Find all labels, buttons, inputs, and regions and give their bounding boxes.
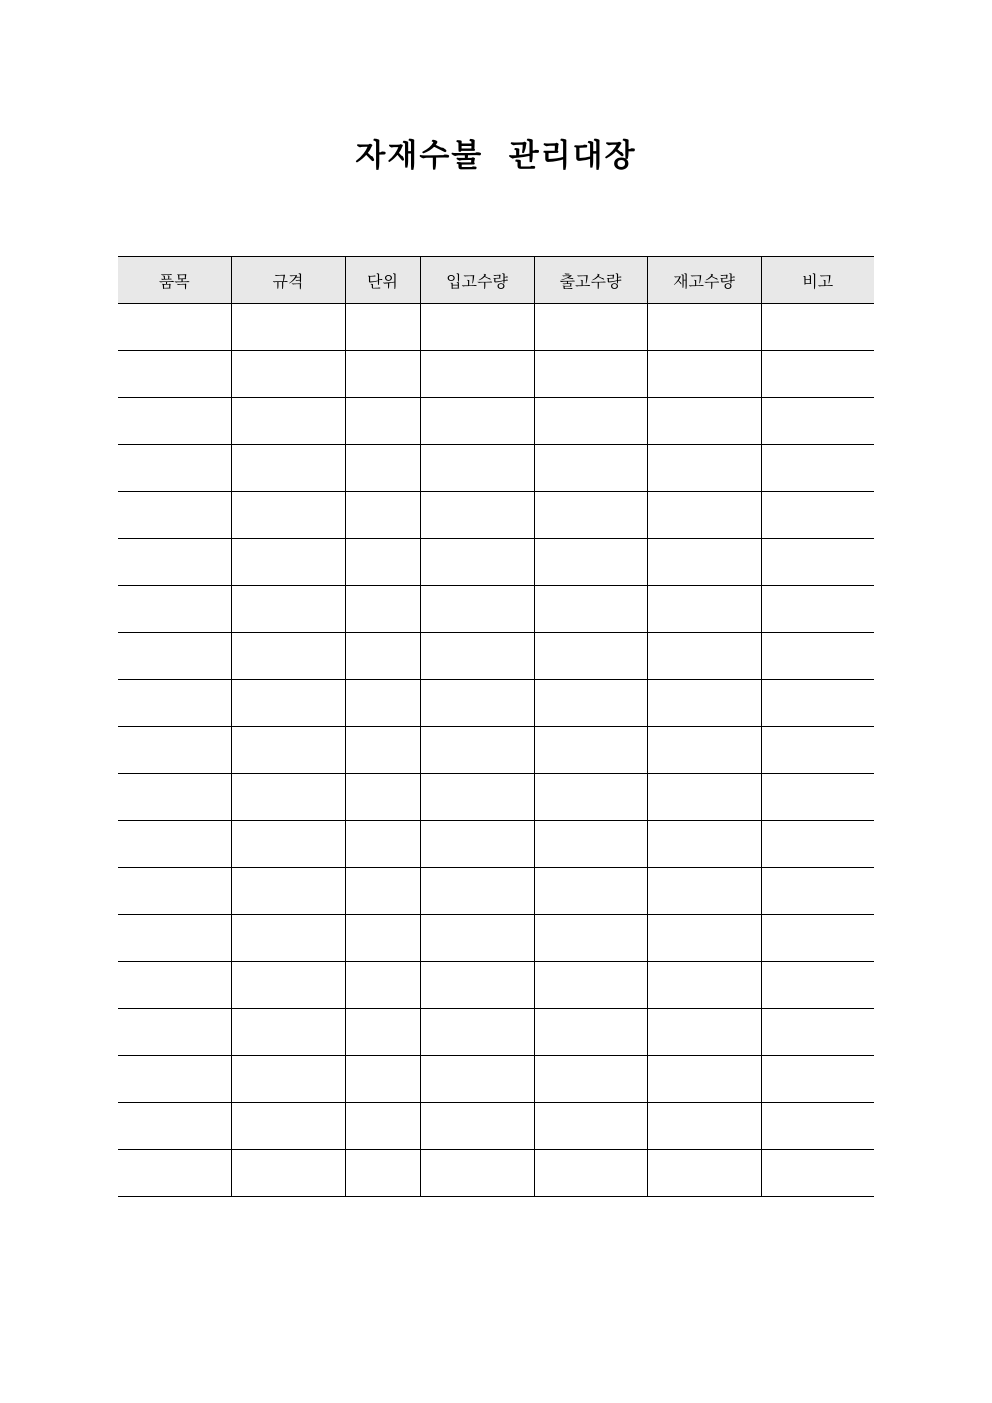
table-row bbox=[118, 398, 874, 445]
table-cell-spec[interactable] bbox=[231, 915, 345, 962]
table-cell-item[interactable] bbox=[118, 962, 231, 1009]
table-cell-item[interactable] bbox=[118, 633, 231, 680]
table-cell-issued-qty[interactable] bbox=[534, 1150, 647, 1197]
table-cell-item[interactable] bbox=[118, 1103, 231, 1150]
table-row bbox=[118, 633, 874, 680]
table-cell-issued-qty[interactable] bbox=[534, 304, 647, 351]
table-cell-item[interactable] bbox=[118, 1150, 231, 1197]
table-cell-remarks[interactable] bbox=[761, 915, 874, 962]
table-cell-unit[interactable] bbox=[345, 680, 420, 727]
table-cell-issued-qty[interactable] bbox=[534, 868, 647, 915]
table-cell-received-qty[interactable] bbox=[420, 915, 534, 962]
table-cell-unit[interactable] bbox=[345, 304, 420, 351]
table-cell-remarks[interactable] bbox=[761, 821, 874, 868]
table-row bbox=[118, 727, 874, 774]
table-cell-spec[interactable] bbox=[231, 1103, 345, 1150]
table-cell-item[interactable] bbox=[118, 304, 231, 351]
table-cell-received-qty[interactable] bbox=[420, 774, 534, 821]
table-cell-spec[interactable] bbox=[231, 680, 345, 727]
table-row bbox=[118, 539, 874, 586]
table-cell-item[interactable] bbox=[118, 774, 231, 821]
table-cell-stock-qty[interactable] bbox=[647, 492, 761, 539]
table-header-row bbox=[118, 257, 874, 304]
table-cell-stock-qty[interactable] bbox=[647, 962, 761, 1009]
table-cell-remarks[interactable] bbox=[761, 445, 874, 492]
table-cell-received-qty[interactable] bbox=[420, 492, 534, 539]
inventory-ledger-table bbox=[118, 256, 874, 1197]
table-cell-item[interactable] bbox=[118, 398, 231, 445]
table-cell-remarks[interactable] bbox=[761, 962, 874, 1009]
table-cell-stock-qty[interactable] bbox=[647, 586, 761, 633]
table-cell-received-qty[interactable] bbox=[420, 445, 534, 492]
table-cell-received-qty[interactable] bbox=[420, 680, 534, 727]
table-cell-stock-qty[interactable] bbox=[647, 868, 761, 915]
table-cell-unit[interactable] bbox=[345, 633, 420, 680]
table-cell-stock-qty[interactable] bbox=[647, 539, 761, 586]
table-cell-received-qty[interactable] bbox=[420, 304, 534, 351]
table-row bbox=[118, 774, 874, 821]
column-header-stock-qty: 재고수량 bbox=[647, 257, 761, 304]
column-header-unit: 단위 bbox=[345, 257, 420, 304]
table-cell-received-qty[interactable] bbox=[420, 351, 534, 398]
table-cell-spec[interactable] bbox=[231, 492, 345, 539]
table-cell-stock-qty[interactable] bbox=[647, 633, 761, 680]
table-cell-spec[interactable] bbox=[231, 821, 345, 868]
table-cell-spec[interactable] bbox=[231, 1056, 345, 1103]
table-cell-stock-qty[interactable] bbox=[647, 351, 761, 398]
table-cell-remarks[interactable] bbox=[761, 774, 874, 821]
table-row bbox=[118, 304, 874, 351]
table-cell-item[interactable] bbox=[118, 351, 231, 398]
table-cell-issued-qty[interactable] bbox=[534, 821, 647, 868]
table-cell-issued-qty[interactable] bbox=[534, 1103, 647, 1150]
table-cell-unit[interactable] bbox=[345, 445, 420, 492]
table-cell-item[interactable] bbox=[118, 586, 231, 633]
table-cell-received-qty[interactable] bbox=[420, 586, 534, 633]
table-cell-unit[interactable] bbox=[345, 351, 420, 398]
table-cell-remarks[interactable] bbox=[761, 304, 874, 351]
table-cell-unit[interactable] bbox=[345, 821, 420, 868]
table-cell-spec[interactable] bbox=[231, 398, 345, 445]
table-cell-issued-qty[interactable] bbox=[534, 1009, 647, 1056]
table-cell-received-qty[interactable] bbox=[420, 821, 534, 868]
table-cell-remarks[interactable] bbox=[761, 633, 874, 680]
table-cell-received-qty[interactable] bbox=[420, 398, 534, 445]
table-cell-item[interactable] bbox=[118, 1009, 231, 1056]
table-row bbox=[118, 445, 874, 492]
table-cell-spec[interactable] bbox=[231, 962, 345, 1009]
table-cell-remarks[interactable] bbox=[761, 1056, 874, 1103]
table-cell-spec[interactable] bbox=[231, 586, 345, 633]
table-cell-stock-qty[interactable] bbox=[647, 1150, 761, 1197]
table-row bbox=[118, 821, 874, 868]
table-cell-received-qty[interactable] bbox=[420, 727, 534, 774]
table-cell-stock-qty[interactable] bbox=[647, 821, 761, 868]
table-cell-unit[interactable] bbox=[345, 1009, 420, 1056]
table-cell-issued-qty[interactable] bbox=[534, 351, 647, 398]
table-row bbox=[118, 1009, 874, 1056]
table-cell-unit[interactable] bbox=[345, 868, 420, 915]
table-cell-remarks[interactable] bbox=[761, 586, 874, 633]
table-cell-stock-qty[interactable] bbox=[647, 774, 761, 821]
table-cell-stock-qty[interactable] bbox=[647, 915, 761, 962]
table-cell-unit[interactable] bbox=[345, 774, 420, 821]
table-cell-received-qty[interactable] bbox=[420, 539, 534, 586]
table-cell-spec[interactable] bbox=[231, 304, 345, 351]
table-body bbox=[118, 304, 874, 1197]
table-cell-stock-qty[interactable] bbox=[647, 727, 761, 774]
table-cell-unit[interactable] bbox=[345, 398, 420, 445]
table-cell-stock-qty[interactable] bbox=[647, 398, 761, 445]
table-cell-issued-qty[interactable] bbox=[534, 915, 647, 962]
table-row bbox=[118, 351, 874, 398]
table-cell-item[interactable] bbox=[118, 492, 231, 539]
table-row bbox=[118, 492, 874, 539]
table-row bbox=[118, 962, 874, 1009]
table-cell-remarks[interactable] bbox=[761, 1103, 874, 1150]
table-cell-remarks[interactable] bbox=[761, 1150, 874, 1197]
table-cell-unit[interactable] bbox=[345, 586, 420, 633]
table-cell-unit[interactable] bbox=[345, 962, 420, 1009]
table-cell-spec[interactable] bbox=[231, 351, 345, 398]
table-cell-item[interactable] bbox=[118, 680, 231, 727]
table-cell-unit[interactable] bbox=[345, 492, 420, 539]
table-cell-item[interactable] bbox=[118, 1056, 231, 1103]
table-cell-issued-qty[interactable] bbox=[534, 727, 647, 774]
table-cell-unit[interactable] bbox=[345, 539, 420, 586]
table-cell-spec[interactable] bbox=[231, 774, 345, 821]
column-header-item: 품목 bbox=[118, 257, 231, 304]
table-cell-issued-qty[interactable] bbox=[534, 586, 647, 633]
table-cell-unit[interactable] bbox=[345, 1150, 420, 1197]
column-header-remarks: 비고 bbox=[761, 257, 874, 304]
table-cell-issued-qty[interactable] bbox=[534, 539, 647, 586]
table-row bbox=[118, 1103, 874, 1150]
table-cell-received-qty[interactable] bbox=[420, 1150, 534, 1197]
table-cell-spec[interactable] bbox=[231, 633, 345, 680]
column-header-received-qty: 입고수량 bbox=[420, 257, 534, 304]
table-cell-issued-qty[interactable] bbox=[534, 492, 647, 539]
table-cell-remarks[interactable] bbox=[761, 727, 874, 774]
table-cell-issued-qty[interactable] bbox=[534, 445, 647, 492]
table-cell-spec[interactable] bbox=[231, 445, 345, 492]
table-cell-stock-qty[interactable] bbox=[647, 1103, 761, 1150]
table-cell-unit[interactable] bbox=[345, 727, 420, 774]
table-cell-remarks[interactable] bbox=[761, 868, 874, 915]
table-row bbox=[118, 868, 874, 915]
table-cell-item[interactable] bbox=[118, 539, 231, 586]
table-cell-received-qty[interactable] bbox=[420, 1103, 534, 1150]
table-cell-item[interactable] bbox=[118, 727, 231, 774]
table-cell-spec[interactable] bbox=[231, 727, 345, 774]
page-title: 자재수불 관리대장 bbox=[355, 138, 637, 174]
table-cell-stock-qty[interactable] bbox=[647, 1056, 761, 1103]
table-cell-received-qty[interactable] bbox=[420, 962, 534, 1009]
table-cell-issued-qty[interactable] bbox=[534, 774, 647, 821]
table-cell-issued-qty[interactable] bbox=[534, 962, 647, 1009]
table-cell-spec[interactable] bbox=[231, 868, 345, 915]
table-cell-remarks[interactable] bbox=[761, 398, 874, 445]
table-row bbox=[118, 586, 874, 633]
table-cell-stock-qty[interactable] bbox=[647, 445, 761, 492]
table-row bbox=[118, 1150, 874, 1197]
table-cell-remarks[interactable] bbox=[761, 351, 874, 398]
table-cell-stock-qty[interactable] bbox=[647, 680, 761, 727]
table-cell-issued-qty[interactable] bbox=[534, 398, 647, 445]
table-cell-remarks[interactable] bbox=[761, 680, 874, 727]
table-cell-unit[interactable] bbox=[345, 1056, 420, 1103]
table-row bbox=[118, 1056, 874, 1103]
table-cell-item[interactable] bbox=[118, 868, 231, 915]
table-cell-stock-qty[interactable] bbox=[647, 304, 761, 351]
table-cell-received-qty[interactable] bbox=[420, 1009, 534, 1056]
table-cell-issued-qty[interactable] bbox=[534, 633, 647, 680]
table-cell-unit[interactable] bbox=[345, 1103, 420, 1150]
table-cell-issued-qty[interactable] bbox=[534, 680, 647, 727]
table-cell-item[interactable] bbox=[118, 915, 231, 962]
table-cell-item[interactable] bbox=[118, 445, 231, 492]
table-cell-issued-qty[interactable] bbox=[534, 1056, 647, 1103]
table-cell-received-qty[interactable] bbox=[420, 1056, 534, 1103]
table-cell-spec[interactable] bbox=[231, 539, 345, 586]
table-row bbox=[118, 915, 874, 962]
table-cell-unit[interactable] bbox=[345, 915, 420, 962]
table-row bbox=[118, 680, 874, 727]
table-cell-spec[interactable] bbox=[231, 1009, 345, 1056]
table-cell-received-qty[interactable] bbox=[420, 868, 534, 915]
column-header-issued-qty: 출고수량 bbox=[534, 257, 647, 304]
table-cell-remarks[interactable] bbox=[761, 1009, 874, 1056]
table-cell-received-qty[interactable] bbox=[420, 633, 534, 680]
table-cell-remarks[interactable] bbox=[761, 492, 874, 539]
table-cell-remarks[interactable] bbox=[761, 539, 874, 586]
column-header-spec: 규격 bbox=[231, 257, 345, 304]
table-cell-stock-qty[interactable] bbox=[647, 1009, 761, 1056]
table-cell-spec[interactable] bbox=[231, 1150, 345, 1197]
table-cell-item[interactable] bbox=[118, 821, 231, 868]
